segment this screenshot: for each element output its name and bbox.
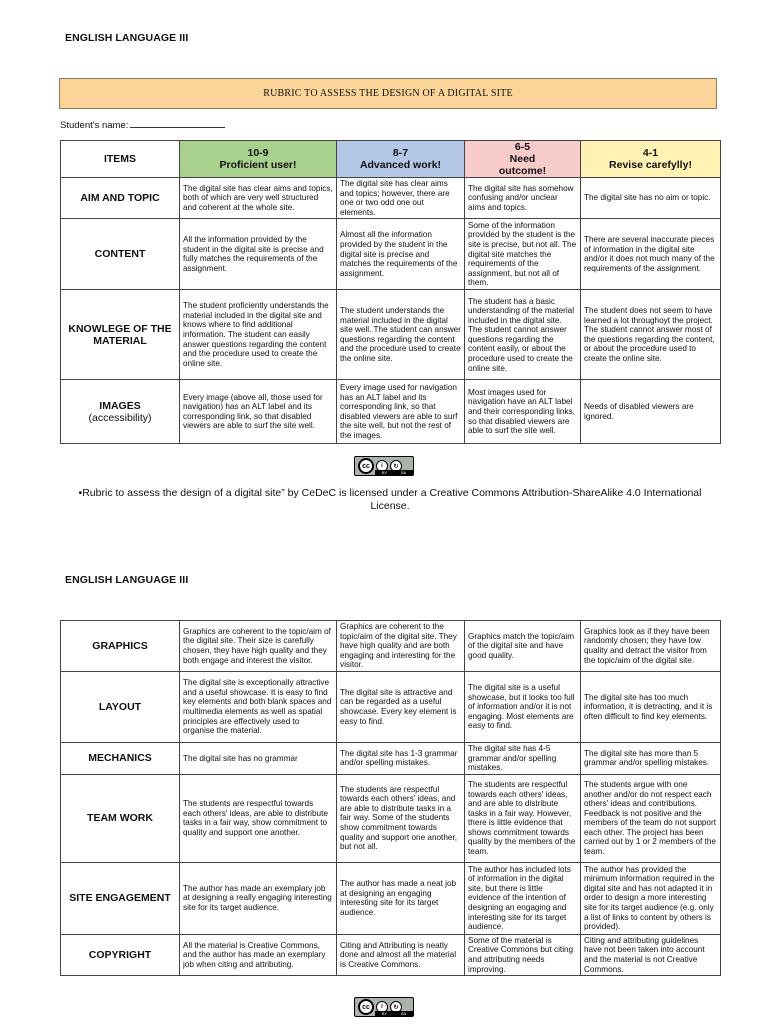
cell-need-outcome: Some of the material is Creative Commons but citing and attributing needs improving. [465,934,581,975]
share-alike-icon: ↻ [390,1001,402,1013]
cell-advanced: Graphics are coherent to the topic/aim of the digital site. They have high quality and are both engaging and interesting for the visitor. [337,621,465,672]
course-title-page-2: ENGLISH LANGUAGE III [65,574,189,586]
cc-logo-icon: cc [358,999,374,1015]
cell-revise: The author has provided the minimum information required in the digital site and has not adapted it in order to design a more interesting site for its target audience (e.g. only a list of links to content by others is provided). [581,862,721,934]
cell-revise: Graphics look as if they have been randomly chosen; they have low quality and detract the visitor from the topic/aim of the digital site. [581,621,721,672]
header-advanced-label: Advanced work! [359,159,442,171]
cell-revise: The students argue with one another and/or do not respect each others' ideas and contributions. Feedback is not positive and the members of the team do not support each other. The project has been carried out by 1 or 2 members of the team. [581,774,721,862]
cell-revise: The student does not seem to have learned a lot throughoyt the project. The student cannot answer most of the questions regarding the content, or about the procedure used to create the online site. [581,290,721,380]
cell-proficient: Every image (above all, those used for navigation) has an ALT label and its corresponding link, so that disabled viewers are able to surf the site well. [180,380,337,444]
row-item-mechanics: MECHANICS [61,743,180,775]
cell-proficient: The students are respectful towards each others' ideas, are able to distribute tasks in a fair way, show commitment to quality and support one another. [180,774,337,862]
cell-need-outcome: Some of the information provided by the student is the site is precise, but not all. The digital site matches the requirements of the assignment, but not all of them. [465,219,581,290]
student-name-label: Student's name: [60,120,129,131]
header-advanced [337,141,465,178]
table-row [61,774,721,862]
cell-revise: The digital site has more than 5 grammar and/or spelling mistakes. [581,743,721,775]
cell-proficient: Graphics are coherent to the topic/aim of the digital site. Their size is carefully chosen, they have high quality and they both engage and interest the visitor. [180,621,337,672]
cell-advanced: The author has made a neat job at designing an engaging interesting site for its target audience. [337,862,465,934]
row-item-content: CONTENT [61,219,180,290]
cell-revise: The digital site has no aim or topic. [581,178,721,219]
cell-advanced: The digital site is attractive and can be regarded as a useful showcase. Every key element is easy to find. [337,672,465,743]
cc-badge-strip [375,470,413,475]
table-row [61,672,721,743]
header-revise [581,141,721,178]
license-notice: •Rubric to assess the design of a digital site” by CeDeC is licensed under a Creative Commons Attribution-ShareAlike 4.0 International License. [78,487,702,512]
header-revise-label: Revise carefylly! [609,159,692,171]
cell-need-outcome: Graphics match the topic/aim of the digital site and have good quality. [465,621,581,672]
row-item-copyright: COPYRIGHT [61,934,180,975]
cell-revise: Needs of disabled viewers are ignored. [581,380,721,444]
row-item-knowledge: KNOWLEGE OF THE MATERIAL [61,290,180,380]
header-need-score: 6-5 [514,141,531,153]
cell-advanced: Almost all the information provided by the student in the digital site is precise and matches the requirements of the assignment. [337,219,465,290]
header-items: ITEMS [61,141,180,178]
rubric-table-2 [60,620,721,976]
row-item-images-title: IMAGES [99,399,141,412]
row-item-site-engagement: SITE ENGAGEMENT [61,862,180,934]
header-advanced-score: 8-7 [392,147,409,159]
cell-proficient: The author has made an exemplary job at designing a really engaging interesting site for its target audience. [180,862,337,934]
header-proficient [180,141,337,178]
cc-by-label: BY [381,470,388,475]
row-item-graphics: GRAPHICS [61,621,180,672]
cell-need-outcome: The digital site is a useful showcase, but it looks too full of information and/or it is not engaging. Most elements are easy to find. [465,672,581,743]
cell-proficient: The digital site has no grammar [180,743,337,775]
cell-revise: The digital site has too much information, it is detracting, and it is often difficult to find key elements. [581,672,721,743]
row-item-images [61,380,180,444]
cell-revise: There are several inaccurate pieces of information in the digital site and/or it does not much many of the requirements of the assignment. [581,219,721,290]
share-alike-icon: ↻ [390,460,402,472]
course-title: ENGLISH LANGUAGE III [65,32,189,44]
cell-need-outcome: The author has included lots of information in the digital site, but there is little evidence of the intention of designing an engaging and interesting site for its target audience. [465,862,581,934]
student-name-field [60,119,225,131]
row-item-layout: LAYOUT [61,672,180,743]
cell-proficient: All the material is Creative Commons, and the author has made an exemplary job when citing and attributing. [180,934,337,975]
cc-sa-label: SA [400,1011,407,1016]
row-item-aim-topic: AIM AND TOPIC [61,178,180,219]
cell-advanced: The digital site has 1-3 grammar and/or spelling mistakes. [337,743,465,775]
cc-sa-label: SA [400,470,407,475]
cell-proficient: All the information provided by the student in the digital site is precise and fully matches the requirements of the assignment. [180,219,337,290]
cell-need-outcome: The digital site has 4-5 grammar and/or spelling mistakes. [465,743,581,775]
attribution-person-icon: i [376,1001,388,1013]
cell-proficient: The digital site is exceptionally attractive and a useful showcase. It is easy to find key elements and both blank spaces and multimedia elements as well as spatial principles are effectively used to organise the material. [180,672,337,743]
creative-commons-icon [354,456,414,476]
table-row [61,862,721,934]
header-need-outcome [465,141,581,178]
attribution-person-icon: i [376,460,388,472]
header-need-label-1: Need [509,153,536,165]
row-item-team-work: TEAM WORK [61,774,180,862]
table-row [61,219,721,290]
table-row [61,178,721,219]
table-row [61,290,721,380]
header-proficient-label: Proficient user! [219,159,297,171]
table-row [61,743,721,775]
cc-logo-icon: cc [358,458,374,474]
cell-advanced: Citing and Attributing is neatly done and almost all the material is Creative Commons. [337,934,465,975]
header-proficient-score: 10-9 [247,147,269,159]
cell-advanced: The student understands the material included in the digital site well. The student can answer questions regarding the content and the procedure used to create the online site. [337,290,465,380]
cell-need-outcome: The students are respectful towards each others' ideas, and are able to distribute tasks in a fair way. However, there is little evidence that shows commitment towards quality by the members of the team. [465,774,581,862]
row-item-images-subtitle: (accessibility) [88,411,152,424]
cc-badge-strip [375,1011,413,1016]
cell-need-outcome: Most images used for navigation have an ALT label and their corresponding links, so that disabled viewers are able to surf the site well. [465,380,581,444]
cell-need-outcome: The digital site has somehow confusing and/or unclear aims and topics. [465,178,581,219]
header-need-label-2: outcome! [498,165,547,177]
cell-advanced: The digital site has clear aims and topics; however, there are one or two odd one out elements. [337,178,465,219]
cell-proficient: The digital site has clear aims and topics, both of which are very well structured and coherent at the whole site. [180,178,337,219]
table-row [61,934,721,975]
cc-by-label: BY [381,1011,388,1016]
cell-revise: Citing and attributing guidelines have not been taken into account and the material is not Creative Commons. [581,934,721,975]
cell-proficient: The student proficiently understands the material included in the digital site and knows where to find additional information. The student can easily answer questions regarding the content and the procedure used to create the online site. [180,290,337,380]
rubric-table-1 [60,140,721,444]
header-row [61,141,721,178]
cell-advanced: Every image used for navigation has an ALT label and its corresponding link, so that disabled viewers are able to surf the site well, but not the rest of the images. [337,380,465,444]
header-revise-score: 4-1 [642,147,659,159]
cell-advanced: The students are respectful towards each others' ideas, and are able to distribute tasks in a fair way. Some of the students show commitment towards quality and support one another, but not all. [337,774,465,862]
cell-need-outcome: The student has a basic understanding of the material included in the digital site. The student cannot answer questions regarding the content easily, or about the procedure used to create the online site. [465,290,581,380]
student-name-blank-line [130,119,225,128]
creative-commons-icon [354,997,414,1017]
table-row [61,621,721,672]
table-row [61,380,721,444]
rubric-banner: RUBRIC TO ASSESS THE DESIGN OF A DIGITAL SITE [59,78,717,109]
